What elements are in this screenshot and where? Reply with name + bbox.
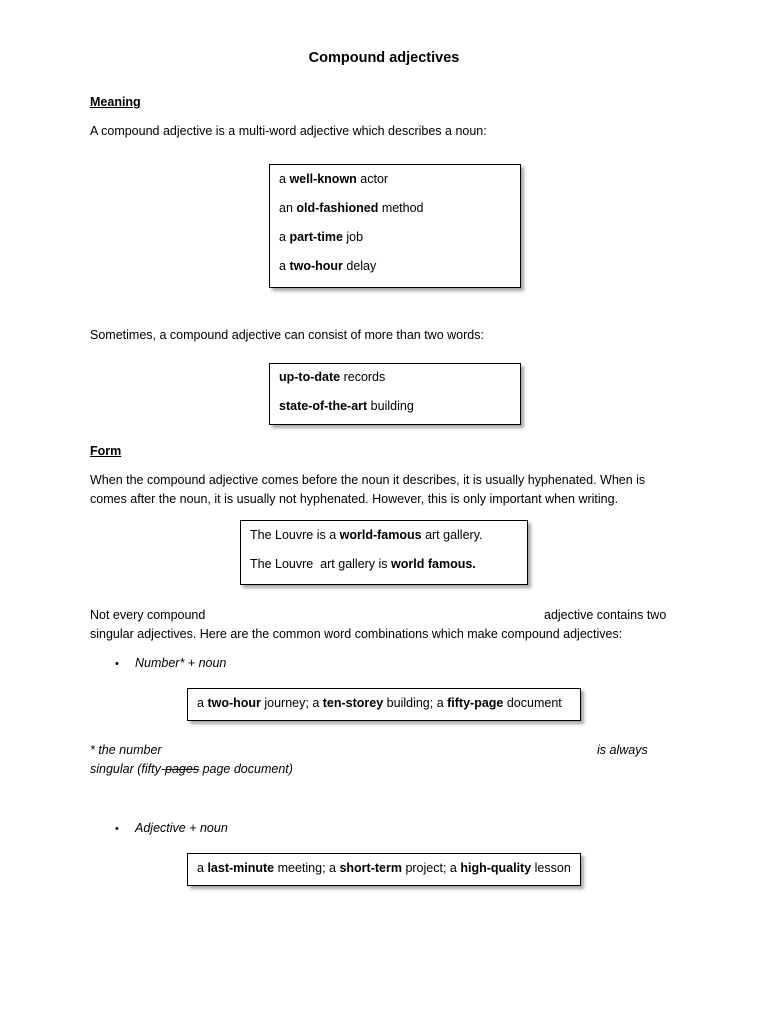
form-text-line-1: When the compound adjective comes before the noun it describes, it is usually hyphenated. When is [90,473,646,487]
form-heading: Form [90,444,122,458]
note-text-right: is always [597,743,648,757]
bullet-icon: • [115,658,119,670]
note-text-line-2: singular (fifty-pages page document) [90,762,293,776]
form-text-line-2: comes after the noun, it is usually not hyphenated. However, this is only important when writing. [90,492,619,506]
example-line: a part-time job [279,230,364,244]
example-line: an old-fashioned method [279,201,424,215]
meaning-intro: A compound adjective is a multi-word adjective which describes a noun: [90,124,487,138]
example-line: a two-hour journey; a ten-storey building; a fifty-page document [197,696,562,710]
example-box-multiword [269,363,521,425]
example-line: up-to-date records [279,370,386,384]
example-box-number-noun [187,688,581,721]
example-line: a well-known actor [279,172,389,186]
bullet-icon: • [115,823,119,835]
example-box-basic [269,164,521,288]
combo-text-left: Not every compound [90,608,206,622]
example-line: The Louvre art gallery is world famous. [250,557,476,571]
example-box-louvre [240,520,528,585]
note-text-left: * the number [90,743,162,757]
bullet-number-noun: Number* + noun [135,656,227,670]
example-box-adjective-noun [187,853,581,886]
meaning-heading: Meaning [90,95,141,109]
more-words-intro: Sometimes, a compound adjective can consist of more than two words: [90,328,484,342]
example-line: The Louvre is a world-famous art gallery. [250,528,483,542]
combo-text-line-2: singular adjectives. Here are the common word combinations which make compound adjectives: [90,627,623,641]
example-line: a last-minute meeting; a short-term project; a high-quality lesson [197,861,571,875]
combo-text-right: adjective contains two [544,608,667,622]
page-title: Compound adjectives [308,50,460,66]
example-line: state-of-the-art building [279,399,414,413]
example-line: a two-hour delay [279,259,377,273]
bullet-adjective-noun: Adjective + noun [135,821,228,835]
